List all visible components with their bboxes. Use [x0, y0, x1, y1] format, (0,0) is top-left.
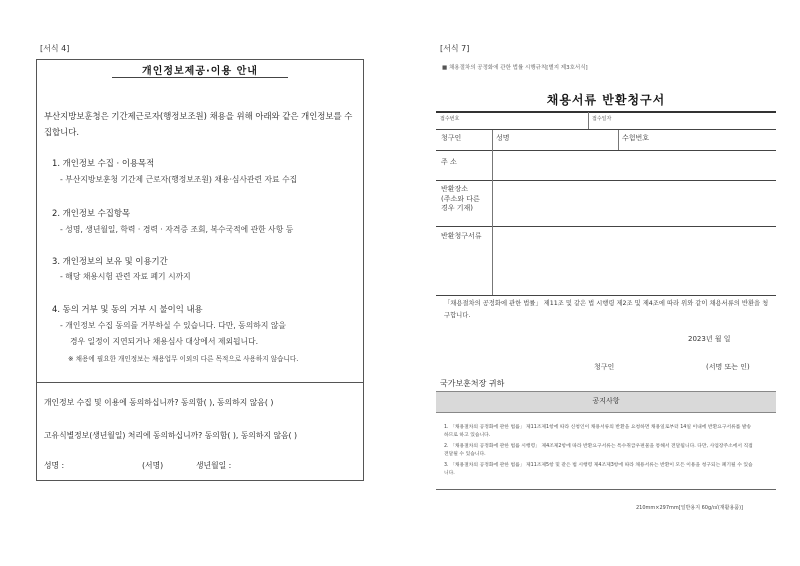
- receipt-number-label: 접수번호: [440, 116, 460, 122]
- date-line: 2023년 월 일: [688, 335, 731, 343]
- sign-or-seal-label: (서명 또는 인): [706, 363, 750, 371]
- section-3-heading: 3. 개인정보의 보유 및 이용기간: [52, 256, 168, 266]
- notice-item-2: 2. 「채용절차의 공정화에 관한 법률 시행령」 제4조제2항에 따라 반환요구서류는 특수취급우편물을 통해서 전달됩니다. 다만, 사업장주소에서 직접 전달될 수 있습니다.: [444, 444, 753, 457]
- notice-item-1: 1. 「채용절차의 공정화에 관한 법률」 제11조제1항에 따라 신청인이 채용서류의 반환을 요청하면 채용일로부터 14일 이내에 반환요구서류를 발송하므로 하고 있습니다.: [444, 425, 752, 438]
- signature-label: (서명): [142, 461, 164, 470]
- section-1-line: - 부산지방보훈청 기간제 근로자(행정보조원) 채용·심사관련 자료 수집: [60, 175, 298, 184]
- return-place-label: 반환장소: [441, 185, 469, 193]
- table-line: [436, 180, 776, 181]
- consent-unique-id: 고유식별정보(생년월일) 처리에 동의하십니까? 동의함( ), 동의하지 않음( ): [44, 431, 298, 440]
- table-divider: [492, 130, 493, 295]
- table-divider: [588, 112, 589, 129]
- section-4-heading: 4. 동의 거부 및 동의 거부 시 불이익 내용: [52, 304, 203, 314]
- section-3-line: - 해당 채용시험 관련 자료 폐기 시까지: [60, 272, 191, 281]
- declaration-text: 「채용절차의 공정화에 관한 법률」 제11조 및 같은 법 시행령 제2조 및 제4조에 따라 위와 같이 채용서류의 반환을 청구합니다.: [444, 300, 769, 319]
- bottom-rule: [436, 489, 776, 490]
- privacy-notice-title: 개인정보제공·이용 안내: [142, 66, 258, 77]
- table-top-border: [436, 111, 776, 113]
- claimant-signature-label: 청구인: [594, 363, 615, 371]
- intro-paragraph: 부산지방보훈청은 기간제근로자(행정보조원) 채용을 위해 아래와 같은 개인정보를 수집합니다.: [44, 111, 353, 137]
- consent-divider: [36, 382, 364, 383]
- form-label-left: [서식 4]: [40, 44, 70, 53]
- table-divider: [618, 130, 619, 150]
- name-field-label: 성명: [496, 134, 510, 142]
- table-line: [436, 150, 776, 151]
- notice-item-3: 3. 「채용절차의 공정화에 관한 법률」 제11조제5항 및 같은 법 시행령 제4조제3항에 따라 채용서류는 반환이 모든 이용을 청구되는 폐기될 수 있습니다.: [444, 463, 753, 476]
- addressee: 국가보훈처장 귀하: [440, 379, 505, 388]
- name-label: 성명 :: [44, 461, 65, 470]
- paper-spec-footer: 210mm×297mm[일반용지 60g/㎡(재활용품)]: [636, 505, 744, 511]
- address-label: 주 소: [441, 158, 457, 166]
- table-line: [436, 129, 776, 130]
- birthdate-label: 생년월일 :: [196, 461, 232, 470]
- section-2-line: - 성명, 생년월일, 학력 · 경력 · 자격증 조회, 복수국적에 관한 사항 등: [60, 225, 294, 234]
- usage-note: ※ 채용에 필요한 개인정보는 채용업무 이외의 다른 목적으로 사용하지 않습니다.: [68, 355, 299, 363]
- return-request-title: 채용서류 반환청구서: [546, 93, 666, 107]
- section-1-heading: 1. 개인정보 수집 · 이용목적: [52, 158, 155, 168]
- table-line: [436, 295, 776, 296]
- notice-title: 공지사항: [592, 397, 620, 405]
- exam-number-label: 수험번호: [622, 134, 650, 142]
- section-2-heading: 2. 개인정보 수집항목: [52, 208, 131, 218]
- claimant-label: 청구인: [441, 134, 462, 142]
- section-4-line-1: - 개인정보 수집 동의를 거부하실 수 있습니다. 다만, 동의하지 않을: [60, 321, 286, 330]
- receipt-date-label: 접수일자: [592, 116, 612, 122]
- section-4-line-2: 경우 일정이 지연되거나 채용심사 대상에서 제외됩니다.: [70, 337, 259, 346]
- consent-collection: 개인정보 수집 및 이용에 동의하십니까? 동의함( ), 동의하지 않음( ): [44, 398, 274, 407]
- form-label-right: [서식 7]: [440, 44, 470, 53]
- return-place-sub-1: (주소와 다른: [441, 195, 480, 203]
- table-line: [436, 226, 776, 227]
- title-underline: [112, 77, 288, 78]
- law-reference-note: ■ 채용절차의 공정화에 관한 법률 시행규칙[별지 제3호서식]: [442, 65, 588, 71]
- return-documents-label: 반환청구서류: [441, 232, 482, 240]
- return-place-sub-2: 경우 기재): [441, 204, 474, 212]
